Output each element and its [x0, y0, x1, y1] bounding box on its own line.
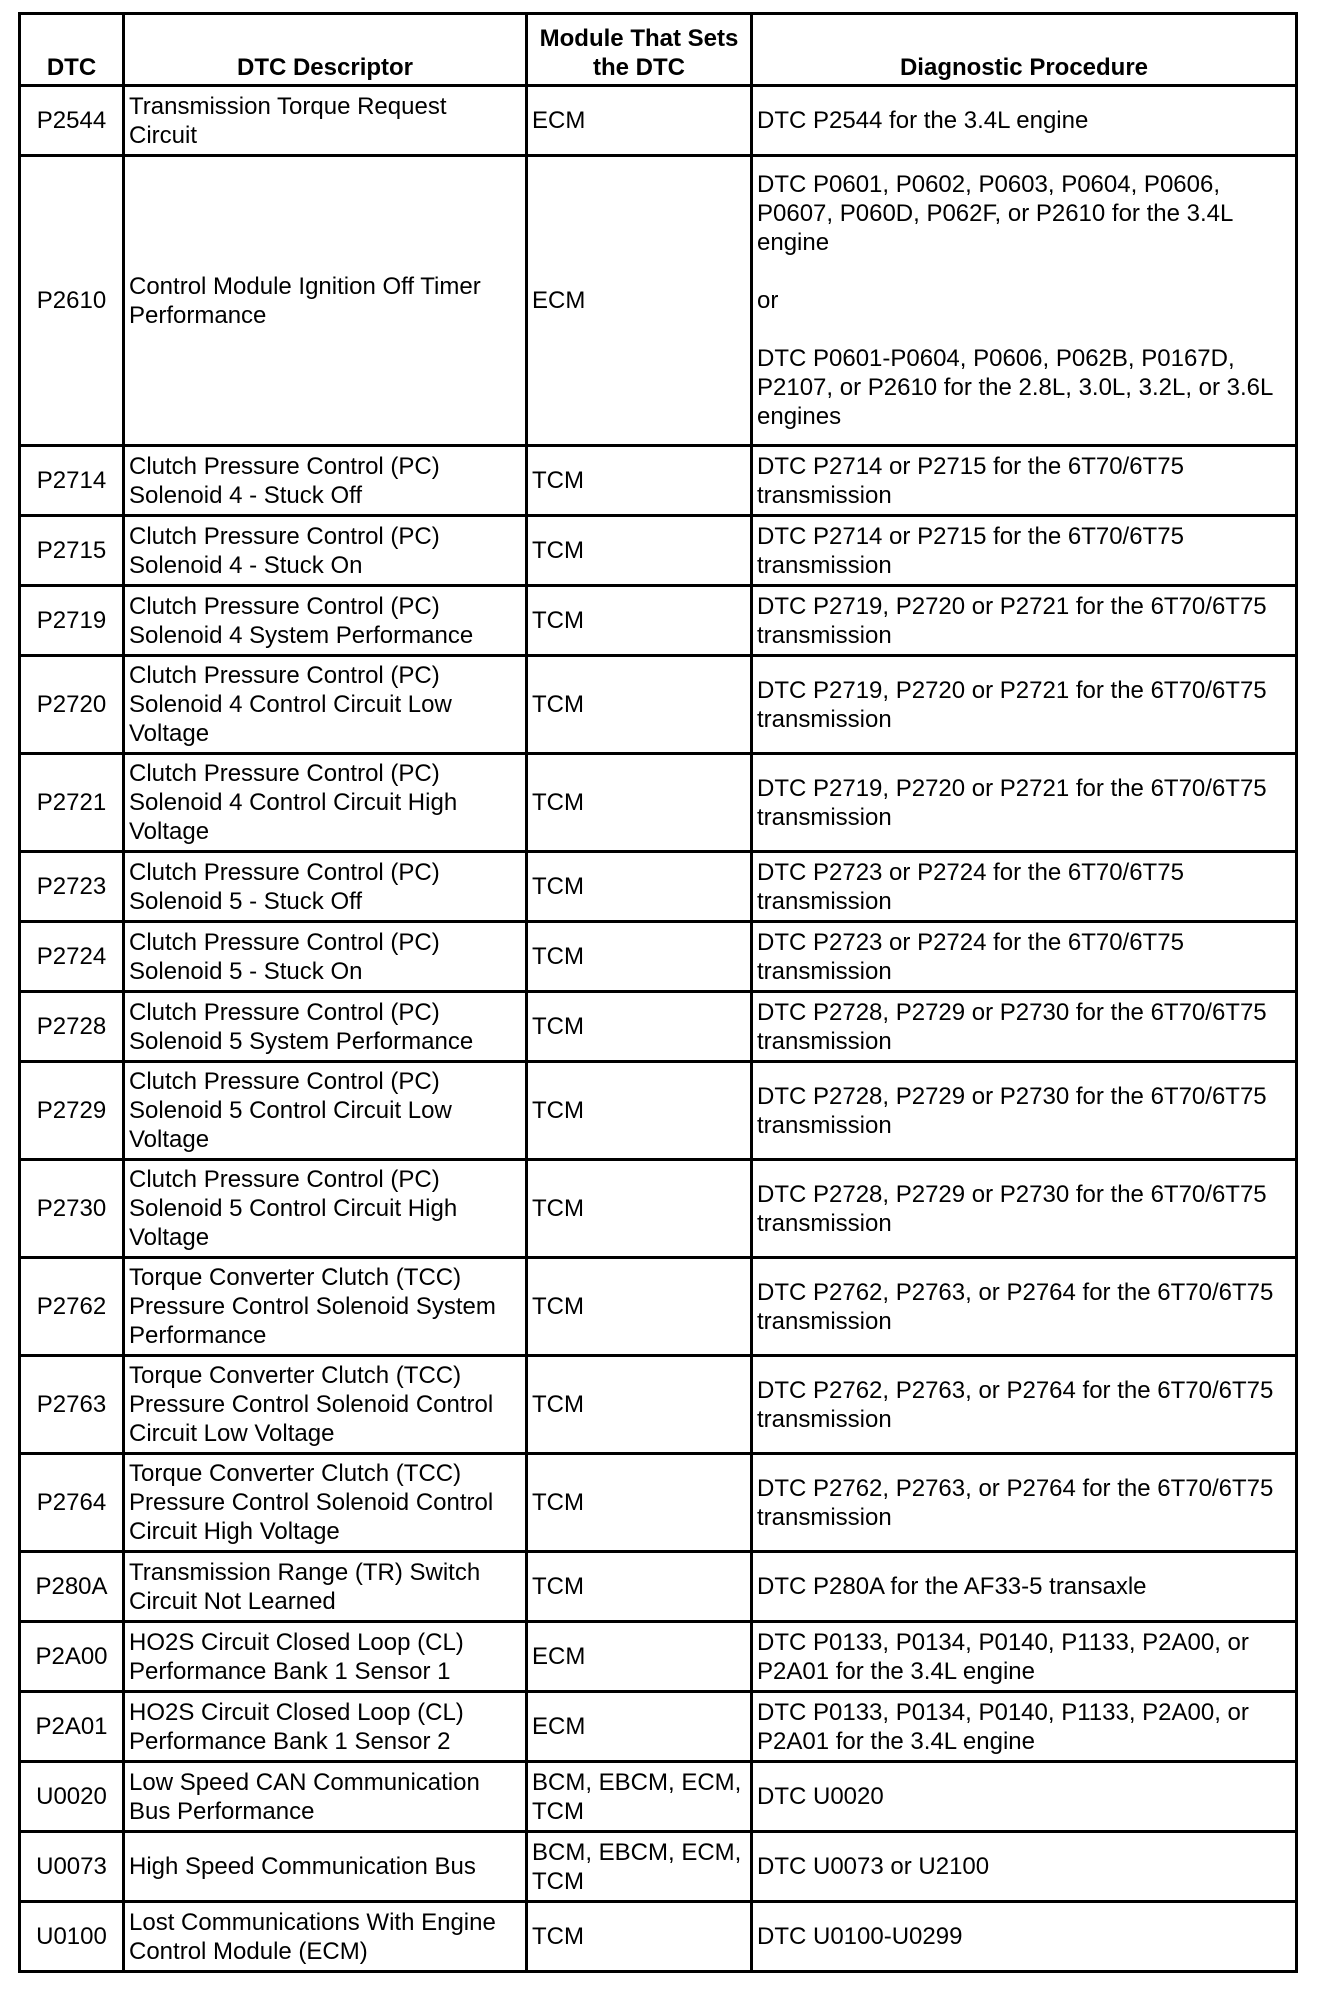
- dtc-descriptor-cell: High Speed Communication Bus: [124, 1832, 527, 1902]
- module-cell: ECM: [527, 1622, 752, 1692]
- dtc-descriptor-cell: Clutch Pressure Control (PC) Solenoid 5 - Stuck Off: [124, 852, 527, 922]
- dtc-code-cell: P2723: [20, 852, 124, 922]
- dtc-descriptor-cell: Clutch Pressure Control (PC) Solenoid 4 - Stuck On: [124, 516, 527, 586]
- table-row: [20, 86, 1297, 156]
- module-cell: TCM: [527, 1258, 752, 1356]
- module-cell: ECM: [527, 1692, 752, 1762]
- module-cell: TCM: [527, 516, 752, 586]
- table-row: [20, 1258, 1297, 1356]
- module-cell: TCM: [527, 1062, 752, 1160]
- dtc-descriptor-cell: Clutch Pressure Control (PC) Solenoid 4 Control Circuit High Voltage: [124, 754, 527, 852]
- table-row: [20, 1454, 1297, 1552]
- module-cell: TCM: [527, 446, 752, 516]
- module-cell: ECM: [527, 86, 752, 156]
- header-dtc: DTC: [20, 14, 124, 86]
- dtc-code-cell: P2730: [20, 1160, 124, 1258]
- diagnostic-procedure-cell: DTC P2719, P2720 or P2721 for the 6T70/6T75 transmission: [752, 754, 1297, 852]
- diagnostic-procedure-cell: DTC P2762, P2763, or P2764 for the 6T70/6T75 transmission: [752, 1454, 1297, 1552]
- header-row: [20, 14, 1297, 86]
- table-row: [20, 1356, 1297, 1454]
- module-cell: TCM: [527, 1160, 752, 1258]
- table-row: [20, 1062, 1297, 1160]
- dtc-code-cell: P2720: [20, 656, 124, 754]
- module-cell: TCM: [527, 1454, 752, 1552]
- diagnostic-procedure-cell: DTC P2714 or P2715 for the 6T70/6T75 transmission: [752, 516, 1297, 586]
- diagnostic-procedure-cell: DTC P2544 for the 3.4L engine: [752, 86, 1297, 156]
- table-row: [20, 446, 1297, 516]
- dtc-code-cell: P2762: [20, 1258, 124, 1356]
- module-cell: TCM: [527, 1902, 752, 1972]
- dtc-descriptor-cell: Transmission Range (TR) Switch Circuit Not Learned: [124, 1552, 527, 1622]
- table-row: [20, 656, 1297, 754]
- diagnostic-procedure-cell: DTC P2728, P2729 or P2730 for the 6T70/6T75 transmission: [752, 1160, 1297, 1258]
- table-row: [20, 1552, 1297, 1622]
- dtc-descriptor-cell: Torque Converter Clutch (TCC) Pressure Control Solenoid Control Circuit High Voltage: [124, 1454, 527, 1552]
- dtc-descriptor-cell: Clutch Pressure Control (PC) Solenoid 4 - Stuck Off: [124, 446, 527, 516]
- table-row: [20, 1622, 1297, 1692]
- dtc-code-cell: P2A00: [20, 1622, 124, 1692]
- module-cell: BCM, EBCM, ECM, TCM: [527, 1832, 752, 1902]
- module-cell: TCM: [527, 992, 752, 1062]
- dtc-table: [18, 12, 1298, 1973]
- module-cell: TCM: [527, 852, 752, 922]
- diagnostic-procedure-cell: DTC P0133, P0134, P0140, P1133, P2A00, or P2A01 for the 3.4L engine: [752, 1692, 1297, 1762]
- dtc-code-cell: P2763: [20, 1356, 124, 1454]
- table-row: [20, 754, 1297, 852]
- diagnostic-procedure-cell: DTC U0073 or U2100: [752, 1832, 1297, 1902]
- diagnostic-procedure-cell: DTC P2719, P2720 or P2721 for the 6T70/6T75 transmission: [752, 656, 1297, 754]
- table-row: [20, 516, 1297, 586]
- table-row: [20, 852, 1297, 922]
- dtc-descriptor-cell: Torque Converter Clutch (TCC) Pressure Control Solenoid Control Circuit Low Voltage: [124, 1356, 527, 1454]
- dtc-descriptor-cell: Lost Communications With Engine Control Module (ECM): [124, 1902, 527, 1972]
- header-module: Module That Sets the DTC: [527, 14, 752, 86]
- table-row: [20, 1160, 1297, 1258]
- dtc-code-cell: P2544: [20, 86, 124, 156]
- table-row: [20, 1692, 1297, 1762]
- dtc-descriptor-cell: Clutch Pressure Control (PC) Solenoid 5 System Performance: [124, 992, 527, 1062]
- dtc-descriptor-cell: HO2S Circuit Closed Loop (CL) Performance Bank 1 Sensor 2: [124, 1692, 527, 1762]
- dtc-descriptor-cell: Clutch Pressure Control (PC) Solenoid 4 Control Circuit Low Voltage: [124, 656, 527, 754]
- diagnostic-procedure-cell: DTC P2723 or P2724 for the 6T70/6T75 transmission: [752, 922, 1297, 992]
- module-cell: ECM: [527, 156, 752, 446]
- table-body: [20, 86, 1297, 1972]
- module-cell: TCM: [527, 1356, 752, 1454]
- diagnostic-procedure-cell: DTC P2714 or P2715 for the 6T70/6T75 transmission: [752, 446, 1297, 516]
- diagnostic-procedure-cell: DTC U0100-U0299: [752, 1902, 1297, 1972]
- table-row: [20, 1902, 1297, 1972]
- dtc-descriptor-cell: HO2S Circuit Closed Loop (CL) Performance Bank 1 Sensor 1: [124, 1622, 527, 1692]
- dtc-code-cell: P2724: [20, 922, 124, 992]
- dtc-code-cell: U0100: [20, 1902, 124, 1972]
- dtc-code-cell: U0020: [20, 1762, 124, 1832]
- table-row: [20, 922, 1297, 992]
- header-procedure: Diagnostic Procedure: [752, 14, 1297, 86]
- diagnostic-procedure-cell: DTC U0020: [752, 1762, 1297, 1832]
- module-cell: BCM, EBCM, ECM, TCM: [527, 1762, 752, 1832]
- table-row: [20, 156, 1297, 446]
- dtc-descriptor-cell: Clutch Pressure Control (PC) Solenoid 5 - Stuck On: [124, 922, 527, 992]
- dtc-code-cell: P2610: [20, 156, 124, 446]
- dtc-code-cell: P280A: [20, 1552, 124, 1622]
- table-row: [20, 992, 1297, 1062]
- module-cell: TCM: [527, 922, 752, 992]
- module-cell: TCM: [527, 656, 752, 754]
- table-row: [20, 586, 1297, 656]
- dtc-descriptor-cell: Clutch Pressure Control (PC) Solenoid 4 System Performance: [124, 586, 527, 656]
- module-cell: TCM: [527, 586, 752, 656]
- diagnostic-procedure-cell: DTC P0601, P0602, P0603, P0604, P0606, P0607, P060D, P062F, or P2610 for the 3.4L engine or DTC P0601-P0604, P0606, P062B, P0167D, P2107, or P2610 for the 2.8L, 3.0L, 3.2L, or 3.6L engines: [752, 156, 1297, 446]
- table-row: [20, 1762, 1297, 1832]
- dtc-descriptor-cell: Clutch Pressure Control (PC) Solenoid 5 Control Circuit High Voltage: [124, 1160, 527, 1258]
- dtc-code-cell: P2719: [20, 586, 124, 656]
- dtc-descriptor-cell: Transmission Torque Request Circuit: [124, 86, 527, 156]
- dtc-code-cell: P2715: [20, 516, 124, 586]
- module-cell: TCM: [527, 754, 752, 852]
- dtc-code-cell: P2A01: [20, 1692, 124, 1762]
- diagnostic-procedure-cell: DTC P2728, P2729 or P2730 for the 6T70/6T75 transmission: [752, 1062, 1297, 1160]
- header-descriptor: DTC Descriptor: [124, 14, 527, 86]
- diagnostic-procedure-cell: DTC P2762, P2763, or P2764 for the 6T70/6T75 transmission: [752, 1258, 1297, 1356]
- dtc-descriptor-cell: Low Speed CAN Communication Bus Performance: [124, 1762, 527, 1832]
- dtc-code-cell: P2729: [20, 1062, 124, 1160]
- table-row: [20, 1832, 1297, 1902]
- diagnostic-procedure-cell: DTC P280A for the AF33-5 transaxle: [752, 1552, 1297, 1622]
- diagnostic-procedure-cell: DTC P2723 or P2724 for the 6T70/6T75 transmission: [752, 852, 1297, 922]
- diagnostic-procedure-cell: DTC P2762, P2763, or P2764 for the 6T70/6T75 transmission: [752, 1356, 1297, 1454]
- diagnostic-procedure-cell: DTC P0133, P0134, P0140, P1133, P2A00, or P2A01 for the 3.4L engine: [752, 1622, 1297, 1692]
- diagnostic-procedure-cell: DTC P2728, P2729 or P2730 for the 6T70/6T75 transmission: [752, 992, 1297, 1062]
- module-cell: TCM: [527, 1552, 752, 1622]
- dtc-descriptor-cell: Torque Converter Clutch (TCC) Pressure Control Solenoid System Performance: [124, 1258, 527, 1356]
- dtc-descriptor-cell: Clutch Pressure Control (PC) Solenoid 5 Control Circuit Low Voltage: [124, 1062, 527, 1160]
- dtc-code-cell: U0073: [20, 1832, 124, 1902]
- dtc-descriptor-cell: Control Module Ignition Off Timer Performance: [124, 156, 527, 446]
- dtc-code-cell: P2721: [20, 754, 124, 852]
- dtc-code-cell: P2764: [20, 1454, 124, 1552]
- dtc-code-cell: P2714: [20, 446, 124, 516]
- dtc-code-cell: P2728: [20, 992, 124, 1062]
- diagnostic-procedure-cell: DTC P2719, P2720 or P2721 for the 6T70/6T75 transmission: [752, 586, 1297, 656]
